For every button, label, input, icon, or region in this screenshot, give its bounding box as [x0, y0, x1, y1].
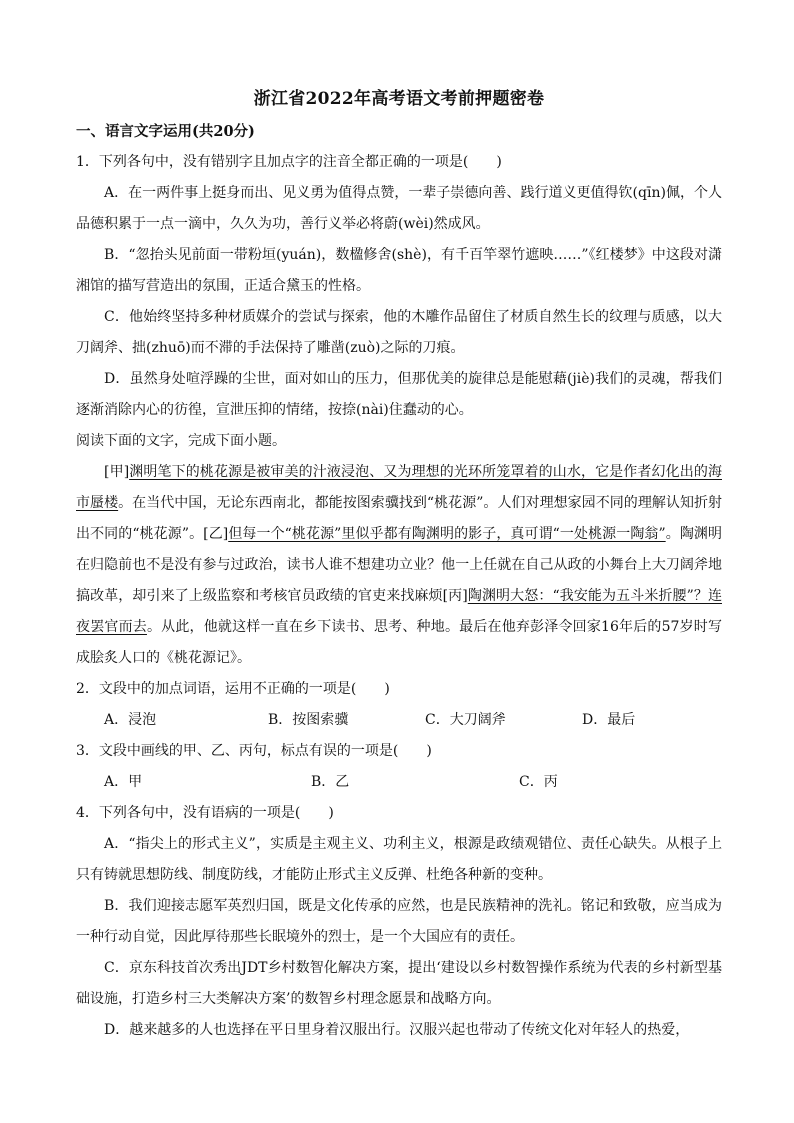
- question-2-option-b: B．按图索骥: [268, 712, 349, 728]
- underlined-sentence-bing: 陶渊明大怒：“我安能为五斗米折腰”？连夜罢官而去: [76, 588, 722, 635]
- question-3-options: [76, 767, 722, 798]
- question-2-option-d: D．最后: [582, 712, 636, 728]
- question-3-option-a: A．甲: [104, 774, 143, 790]
- question-1-option-b: B．“忽抬头见前面一带粉垣(yuán)，数楹修舍(shè)，有千百竿翠竹遮映……”《红楼梦》中这段对潇湘馆的描写营造出的氛围，正适合黛玉的性格。: [76, 247, 722, 294]
- question-2-stem: 2．文段中的加点词语，运用不正确的一项是( ): [76, 681, 390, 697]
- passage-label-jia: [甲]: [104, 464, 130, 480]
- question-3-option-b: B．乙: [311, 774, 350, 790]
- question-1-option-c: C．他始终坚持多种材质媒介的尝试与探索，他的木雕作品留住了材质自然生长的纹理与质感，以大刀阔斧、拙(zhuō)而不滞的手法保持了雕凿(zuò)之际的刀痕。: [76, 309, 722, 356]
- question-3-option-c: C．丙: [519, 774, 558, 790]
- section-heading: 一、语言文字运用(共20分): [76, 123, 255, 140]
- question-3-stem: 3．文段中画线的甲、乙、丙句，标点有误的一项是( ): [76, 743, 432, 759]
- question-4-option-d: D．越来越多的人也选择在平日里身着汉服出行。汉服兴起也带动了传统文化对年轻人的热爱，: [104, 1022, 690, 1038]
- question-2-options: [76, 705, 722, 736]
- question-1-option-a: A．在一两件事上挺身而出、见义勇为值得点赞，一辈子崇德向善、践行道义更值得钦(qīn)佩，个人品德积累于一点一滴中，久久为功，善行义举必将蔚(wèi)然成风。: [76, 185, 722, 232]
- question-4-stem: 4．下列各句中，没有语病的一项是( ): [76, 805, 334, 821]
- passage-text: 。在当代中国，无论东西南北，都能按图索骥找到“桃花源”。人们对理想家园不同的理解认知折射出不同的“桃花源”。[乙]: [76, 495, 723, 542]
- underlined-sentence-yi: 但每一个“桃花源”里似乎都有陶渊明的影子，真可谓“一处桃源一陶翁”: [228, 526, 666, 542]
- reading-passage: [76, 457, 722, 674]
- question-1-option-d: D．虽然身处喧浮躁的尘世，面对如山的压力，但那优美的旋律总是能慰藉(jiè)我们的灵魂，帮我们逐渐消除内心的彷徨，宣泄压抑的情绪，按捺(nài)住蠢动的心。: [76, 371, 722, 418]
- passage-text: 。陶渊明在归隐前也不是没有参与过政治，读书人谁不想建功立业？他一上任就在自己从政的小舞台上大刀阔斧地搞改革，却引来了上级监察和考核官员政绩的官吏来找麻烦[丙]: [76, 526, 722, 604]
- question-1-stem: 1．下列各句中，没有错别字且加点字的注音全都正确的一项是( ): [76, 154, 502, 170]
- question-4-option-a: A．“指尖上的形式主义”，实质是主观主义、功利主义，根源是政绩观错位、责任心缺失。从根子上只有铸就思想防线、制度防线，才能防止形式主义反弹、杜绝各种新的变种。: [76, 836, 722, 883]
- passage-text: 。从此，他就这样一直在乡下读书、思考、种地。最后在他弃彭泽令回家16年后的57岁时写成脍炙人口的《桃花源记》。: [76, 619, 722, 666]
- question-2-option-c: C．大刀阔斧: [425, 712, 506, 728]
- question-4-option-c: C．京东科技首次秀出JDT乡村数智化解决方案，提出‘建设以乡村数智操作系统为代表的乡村新型基础设施，打造乡村三大类解决方案’的数智乡村理念愿景和战略方向。: [76, 960, 722, 1007]
- page-content: [76, 84, 722, 1046]
- question-4-option-b: B．我们迎接志愿军英烈归国，既是文化传承的应然，也是民族精神的洗礼。铭记和致敬，应当成为一种行动自觉，因此厚待那些长眠境外的烈士，是一个大国应有的责任。: [76, 898, 722, 945]
- page-title: 浙江省2022年高考语文考前押题密卷: [253, 89, 545, 109]
- question-2-option-a: A．浸泡: [104, 712, 157, 728]
- reading-instruction: 阅读下面的文字，完成下面小题。: [76, 433, 286, 449]
- underlined-sentence-jia: 渊明笔下的桃花源是被审美的汁液浸泡、又为理想的光环所笼罩着的山水，它是作者幻化出的海市蜃楼: [76, 464, 722, 511]
